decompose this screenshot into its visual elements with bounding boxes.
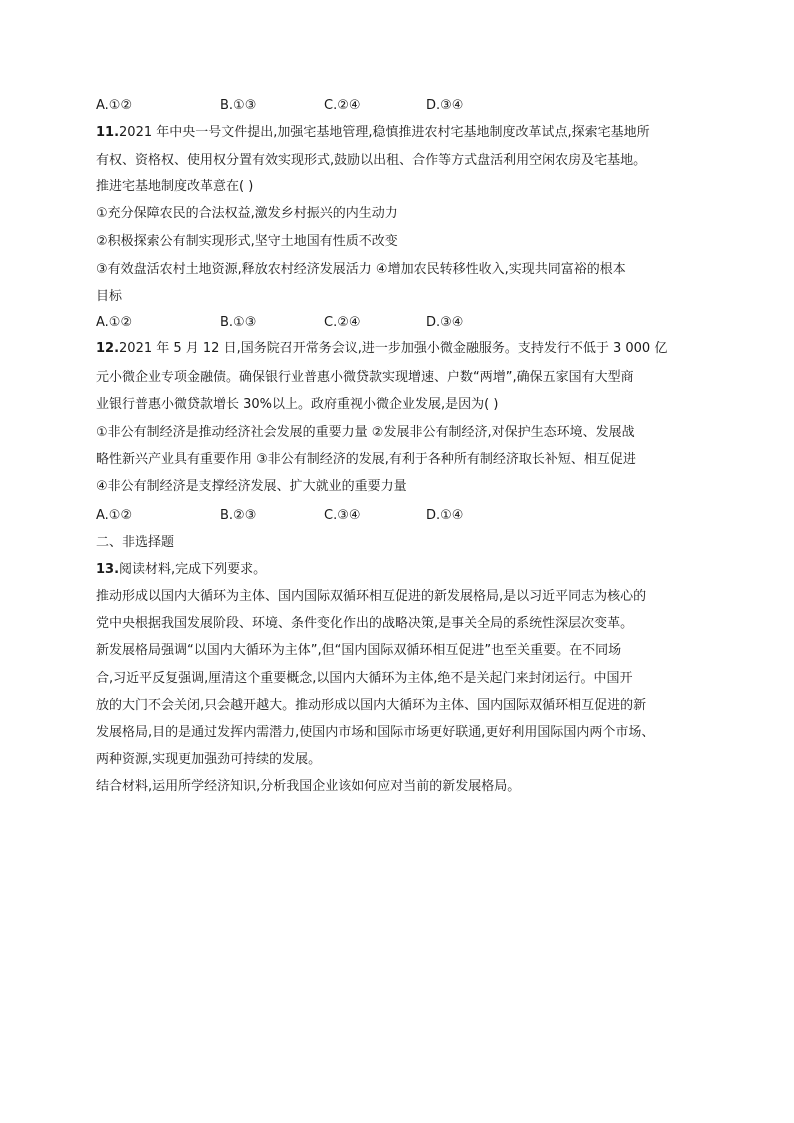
q11-statement-3-4: ③有效盘活农村土地资源,释放农村经济发展活力 ④增加农民转移性收入,实现共同富裕的根本 [96,262,626,277]
q12-option-d[interactable]: D.①④ [426,508,464,523]
q10-option-d[interactable]: D.③④ [426,98,464,113]
q13-intro: 13.阅读材料,完成下列要求。 [96,562,267,577]
q13-material-line-7: 两种资源,实现更加强劲可持续的发展。 [96,752,322,767]
q11-statement-4-cont: 目标 [96,289,123,304]
q10-option-c[interactable]: C.②④ [324,98,361,113]
q13-material-line-1: 推动形成以国内大循环为主体、国内国际双循环相互促进的新发展格局,是以习近平同志为核心的 [96,589,647,604]
q11-stem-line-2: 有权、资格权、使用权分置有效实现形式,鼓励以出租、合作等方式盘活利用空闲农房及宅基地。 [96,153,647,168]
q12-option-b[interactable]: B.②③ [220,508,257,523]
q12-stem-line-2: 元小微企业专项金融债。确保银行业普惠小微贷款实现增速、户数“两增”,确保五家国有大型商 [96,370,634,385]
q13-number: 13. [96,562,120,577]
q10-option-b[interactable]: B.①③ [220,98,257,113]
q13-material-line-2: 党中央根据我国发展阶段、环境、条件变化作出的战略决策,是事关全局的系统性深层次变革。 [96,616,634,631]
q11-number: 11. [96,125,120,140]
q11-stem-line-1: 11.2021 年中央一号文件提出,加强宅基地管理,稳慎推进农村宅基地制度改革试点,探索宅基地所 [96,125,650,140]
q12-option-c[interactable]: C.③④ [324,508,361,523]
q13-material-line-5: 放的大门不会关闭,只会越开越大。推动形成以国内大循环为主体、国内国际双循环相互促进的新 [96,698,647,713]
q10-option-a[interactable]: A.①② [96,98,133,113]
q11-option-c[interactable]: C.②④ [324,315,361,330]
section-2-heading: 二、非选择题 [96,535,175,550]
q13-material-line-3: 新发展格局强调“以国内大循环为主体”,但“国内国际双循环相互促进”也至关重要。在不同场 [96,643,622,658]
q11-statement-2: ②积极探索公有制实现形式,坚守土地国有性质不改变 [96,234,398,249]
q13-requirement: 结合材料,运用所学经济知识,分析我国企业该如何应对当前的新发展格局。 [96,779,521,794]
q12-statement-1-2: ①非公有制经济是推动经济社会发展的重要力量 ②发展非公有制经济,对保护生态环境、发展战 [96,425,635,440]
q12-number: 12. [96,341,120,356]
q12-stem-line-3: 业银行普惠小微贷款增长 30%以上。政府重视小微企业发展,是因为( ) [96,397,499,412]
q11-option-a[interactable]: A.①② [96,315,133,330]
q12-stem-line-1: 12.2021 年 5 月 12 日,国务院召开常务会议,进一步加强小微金融服务。支持发行不低于 3 000 亿 [96,341,668,356]
q12-statement-2-3: 略性新兴产业具有重要作用 ③非公有制经济的发展,有利于各种所有制经济取长补短、相互促进 [96,452,636,467]
q13-material-line-6: 发展格局,目的是通过发挥内需潜力,使国内市场和国际市场更好联通,更好利用国际国内两个市场、 [96,725,655,740]
q11-statement-1: ①充分保障农民的合法权益,激发乡村振兴的内生动力 [96,206,398,221]
q11-option-d[interactable]: D.③④ [426,315,464,330]
q11-stem-line-3: 推进宅基地制度改革意在( ) [96,179,254,194]
q11-option-b[interactable]: B.①③ [220,315,257,330]
q12-option-a[interactable]: A.①② [96,508,133,523]
q12-statement-4: ④非公有制经济是支撑经济发展、扩大就业的重要力量 [96,479,407,494]
q13-material-line-4: 合,习近平反复强调,厘清这个重要概念,以国内大循环为主体,绝不是关起门来封闭运行。中国开 [96,671,633,686]
